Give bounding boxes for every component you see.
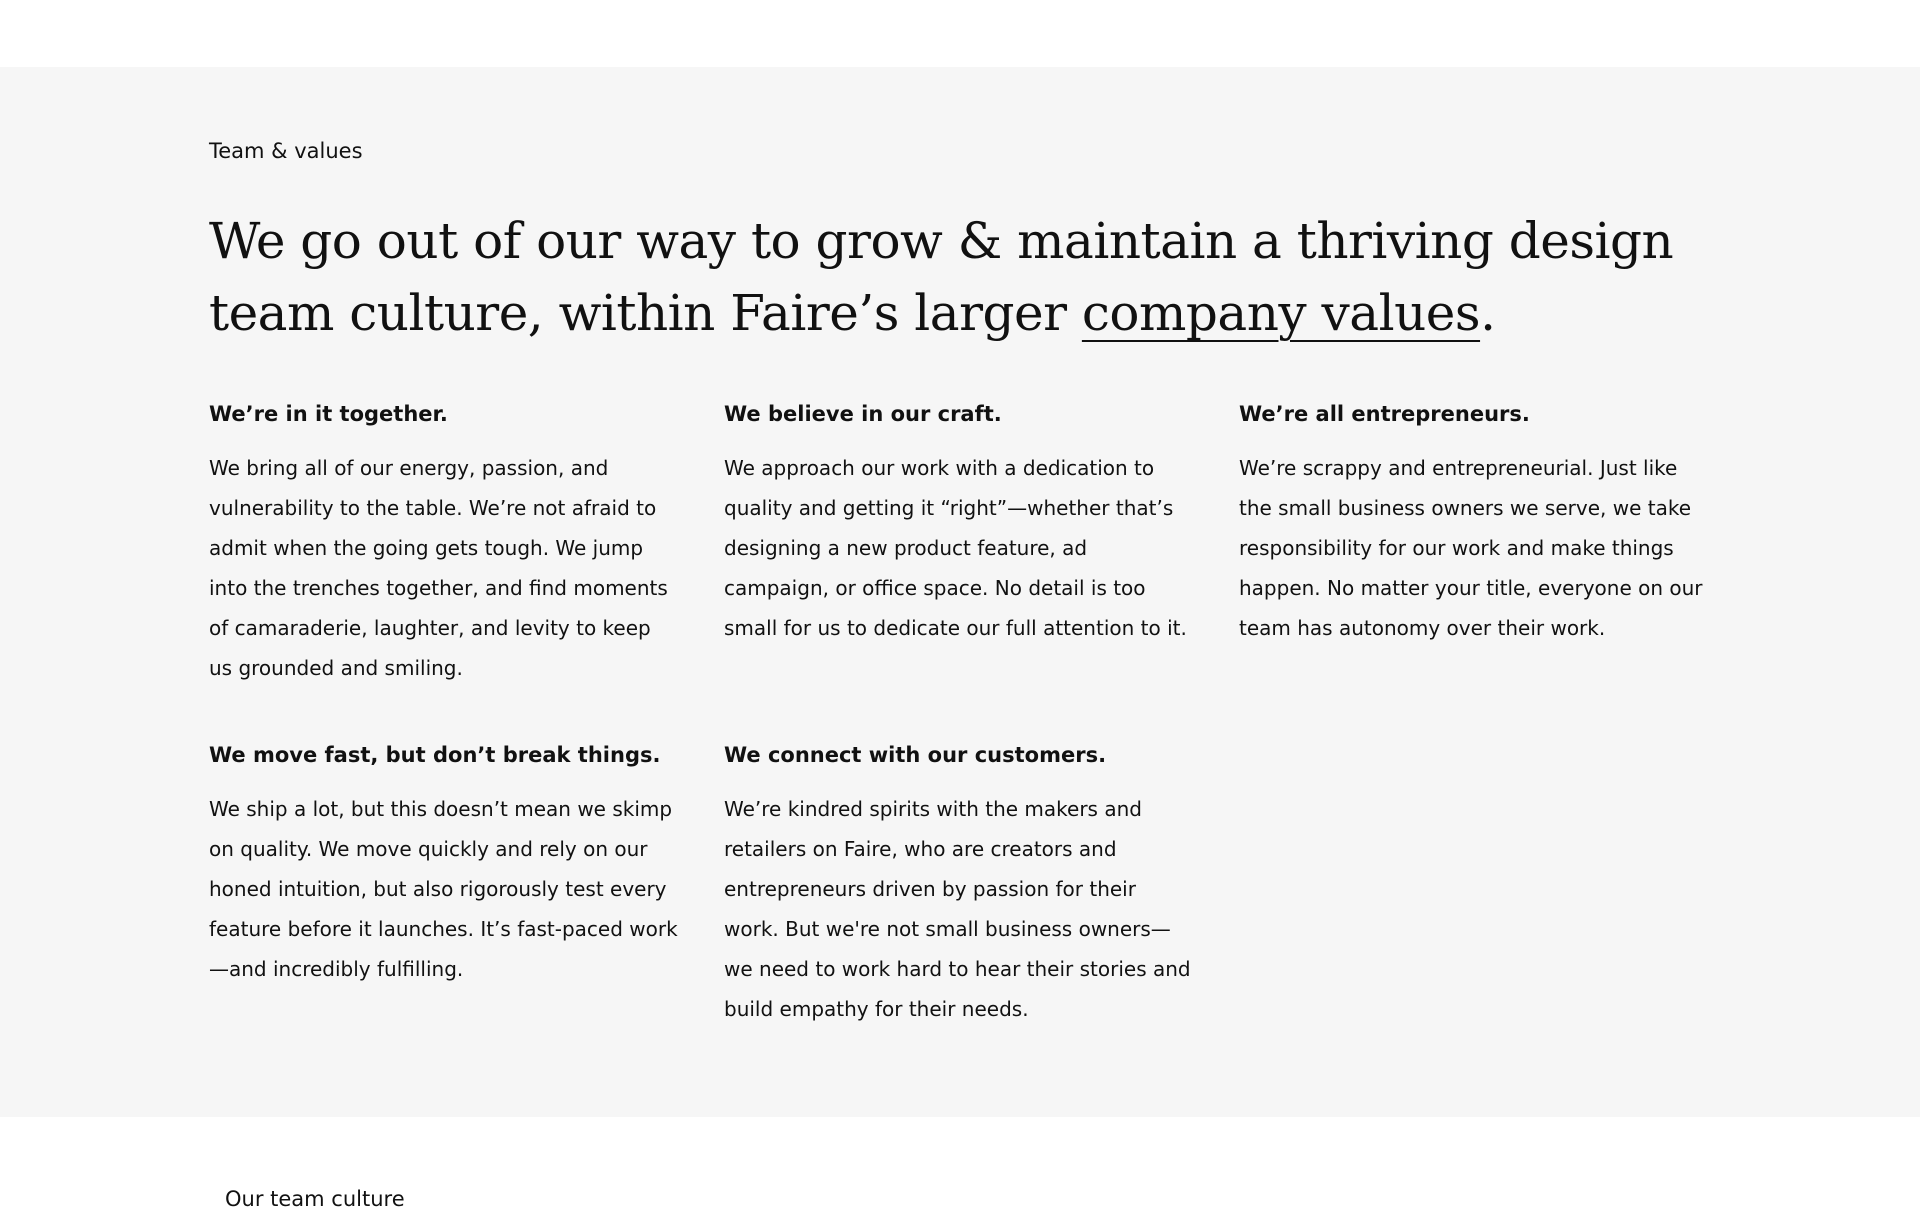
value-item — [724, 399, 1194, 648]
value-description: We’re scrappy and entrepreneurial. Just like the small business owners we serve, we take responsibility for our work and make things happen. No matter your title, everyone on our team has autonomy over their work. — [1239, 456, 1703, 640]
value-title: We believe in our craft. — [724, 402, 1002, 426]
value-item — [209, 740, 679, 989]
value-item — [724, 740, 1194, 1029]
value-description: We bring all of our energy, passion, and vulnerability to the table. We’re not afraid to admit when the going gets tough. We jump into the trenches together, and find moments of camaraderie, laughter, and levity to keep us grounded and smiling. — [209, 456, 668, 680]
next-section-eyebrow: Our team culture — [225, 1187, 405, 1211]
value-title: We’re all entrepreneurs. — [1239, 402, 1530, 426]
headline-period: . — [1480, 284, 1496, 342]
section-eyebrow: Team & values — [209, 139, 363, 163]
value-title: We move fast, but don’t break things. — [209, 743, 661, 767]
value-title: We’re in it together. — [209, 402, 448, 426]
value-item — [209, 399, 679, 688]
value-item — [1239, 399, 1709, 648]
company-values-link[interactable]: company values — [1081, 284, 1481, 342]
value-description: We’re kindred spirits with the makers and retailers on Faire, who are creators and entrepreneurs driven by passion for their work. But we're not small business owners—we need to work hard to hear their stories and build empathy for their needs. — [724, 797, 1191, 1021]
value-description: We ship a lot, but this doesn’t mean we skimp on quality. We move quickly and rely on our honed intuition, but also rigorously test every feature before it launches. It’s fast-paced work—and incredibly fulfilling. — [209, 797, 678, 981]
section-headline — [209, 205, 1769, 349]
value-title: We connect with our customers. — [724, 743, 1107, 767]
value-description: We approach our work with a dedication to quality and getting it “right”—whether that’s designing a new product feature, ad campaign, or office space. No detail is too small for us to dedicate our full attention to it. — [724, 456, 1187, 640]
headline-text: We go out of our way to grow & maintain a thriving design team culture, within Faire’s larger — [209, 212, 1674, 342]
